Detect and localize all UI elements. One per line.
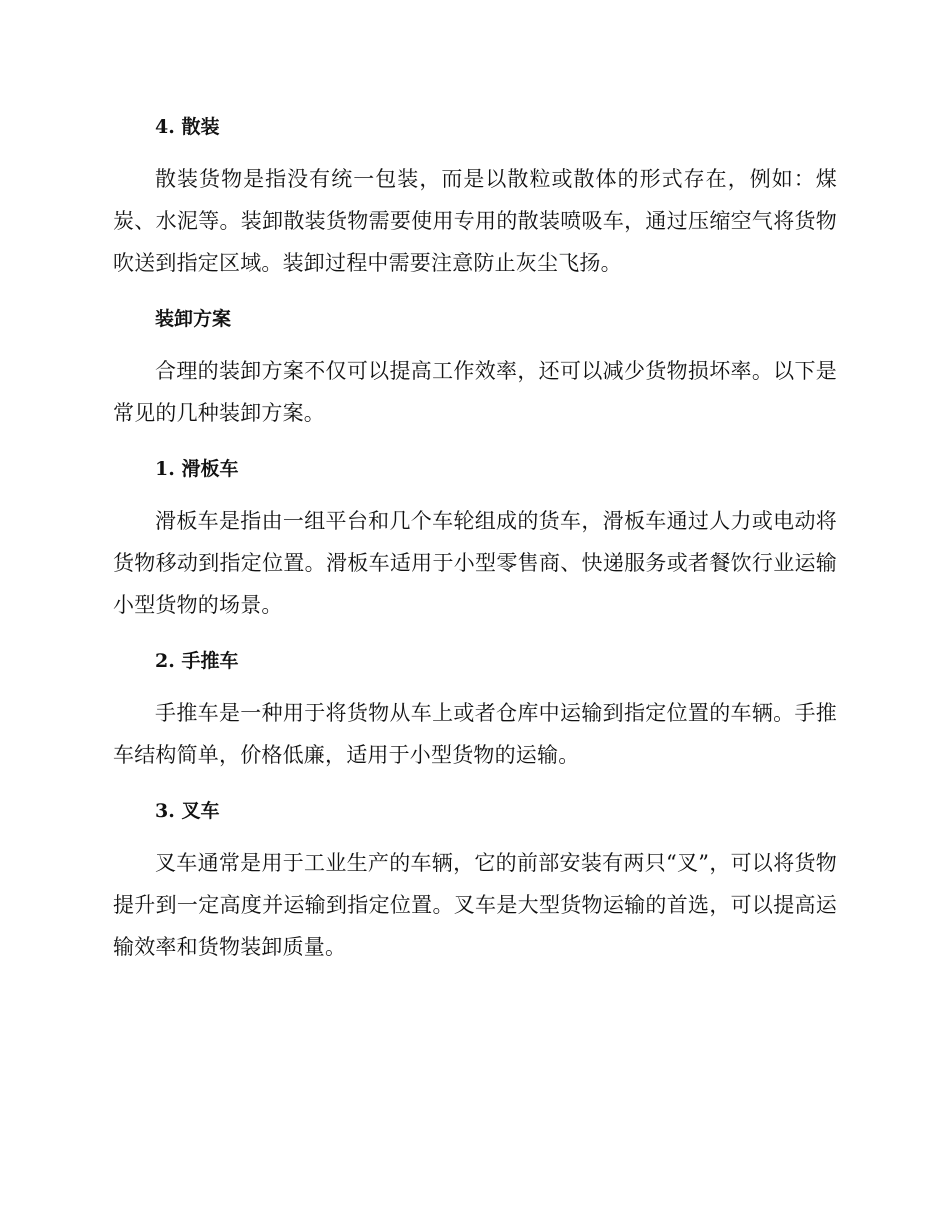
section-paragraph: 叉车通常是用于工业生产的车辆，它的前部安装有两只“叉”，可以将货物提升到一定高度并运输到指定位置。叉车是大型货物运输的首选，可以提高运输效率和货物装卸质量。 xyxy=(113,851,837,959)
section-heading: 装卸方案 xyxy=(155,308,232,330)
section-paragraph: 合理的装卸方案不仅可以提高工作效率，还可以减少货物损坏率。以下是常见的几种装卸方案。 xyxy=(113,359,837,425)
section-heading: 4. 散装 xyxy=(155,116,220,138)
document-body xyxy=(113,109,837,968)
section-heading: 1. 滑板车 xyxy=(155,458,239,480)
section-paragraph: 散装货物是指没有统一包装，而是以散粒或散体的形式存在，例如：煤炭、水泥等。装卸散装货物需要使用专用的散装喷吸车，通过压缩空气将货物吹送到指定区域。装卸过程中需要注意防止灰尘飞扬。 xyxy=(113,167,837,275)
section-heading: 3. 叉车 xyxy=(155,800,220,822)
section-heading: 2. 手推车 xyxy=(155,650,239,672)
section-paragraph: 手推车是一种用于将货物从车上或者仓库中运输到指定位置的车辆。手推车结构简单，价格低廉，适用于小型货物的运输。 xyxy=(113,701,837,767)
section-paragraph: 滑板车是指由一组平台和几个车轮组成的货车，滑板车通过人力或电动将货物移动到指定位置。滑板车适用于小型零售商、快递服务或者餐饮行业运输小型货物的场景。 xyxy=(113,509,837,617)
